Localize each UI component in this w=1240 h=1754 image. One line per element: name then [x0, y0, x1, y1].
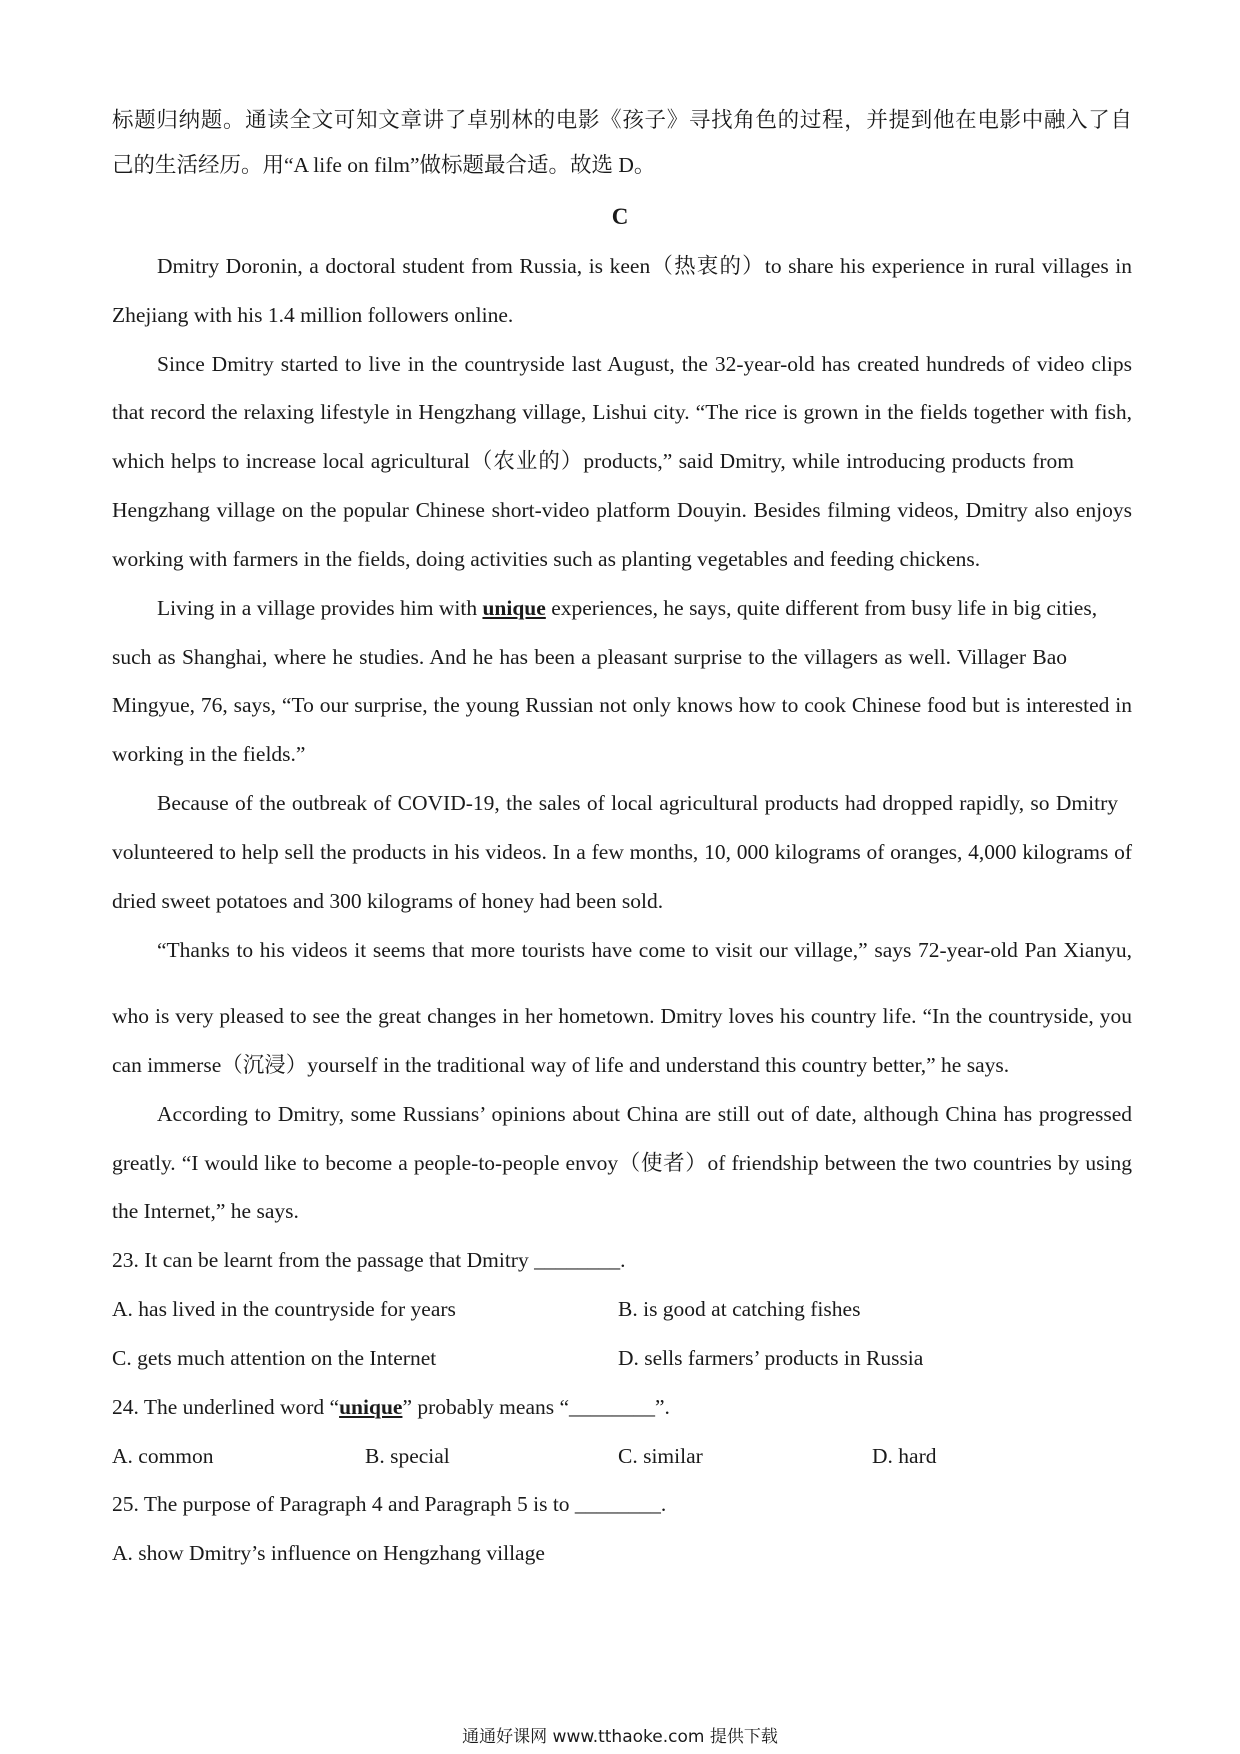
question-24-option-a: A. common	[112, 1444, 214, 1468]
question-23-option-d: D. sells farmers’ products in Russia	[618, 1346, 924, 1370]
question-24-stem	[112, 1393, 670, 1421]
question-23-option-c: C. gets much attention on the Internet	[112, 1346, 437, 1370]
question-25-stem: 25. The purpose of Paragraph 4 and Paragraph 5 is to ________.	[112, 1492, 667, 1516]
paragraph-2-line-5: working with farmers in the fields, doing activities such as planting vegetables and feeding chickens.	[112, 547, 981, 571]
paragraph-1-line-1: Dmitry Doronin, a doctoral student from Russia, is keen（热衷的）to share his experience in rural villages in	[157, 254, 1132, 278]
paragraph-3-text-b: experiences, he says, quite different from busy life in big cities,	[545, 596, 1098, 620]
question-23-option-a: A. has lived in the countryside for years	[112, 1297, 456, 1321]
paragraph-6-line-2: greatly. “I would like to become a people-to-people envoy（使者）of friendship between the two countries by using	[112, 1151, 1132, 1175]
paragraph-5-line-2: who is very pleased to see the great changes in her hometown. Dmitry loves his country life. “In the countryside, you	[112, 1004, 1132, 1028]
paragraph-4-line-2: volunteered to help sell the products in his videos. In a few months, 10, 000 kilograms of oranges, 4,000 kilograms of	[112, 840, 1132, 864]
paragraph-2-line-4: Hengzhang village on the popular Chinese short-video platform Douyin. Besides filming videos, Dmitry also enjoys	[112, 498, 1132, 522]
intro-line-2: 己的生活经历。用“A life on film”做标题最合适。故选 D。	[112, 153, 656, 177]
paragraph-1-line-2: Zhejiang with his 1.4 million followers online.	[112, 303, 514, 327]
question-24-option-c: C. similar	[618, 1444, 703, 1468]
question-24-stem-b: ” probably means “________”.	[402, 1395, 670, 1419]
paragraph-6-line-1: According to Dmitry, some Russians’ opinions about China are still out of date, although China has progressed	[157, 1102, 1132, 1126]
question-23-option-b: B. is good at catching fishes	[618, 1297, 861, 1321]
paragraph-4-line-1: Because of the outbreak of COVID-19, the sales of local agricultural products had dropped rapidly, so Dmitry	[157, 791, 1118, 815]
underlined-word-unique: unique	[482, 596, 546, 620]
question-25-option-a: A. show Dmitry’s influence on Hengzhang village	[112, 1541, 545, 1565]
page-footer: 通通好课网 www.tthaoke.com 提供下载	[462, 1727, 778, 1747]
question-24-option-d: D. hard	[872, 1444, 937, 1468]
paragraph-5-line-3: can immerse（沉浸）yourself in the traditional way of life and understand this country better,” he says.	[112, 1053, 1010, 1077]
paragraph-3-line-2: such as Shanghai, where he studies. And he has been a pleasant surprise to the villagers as well. Villager Bao	[112, 645, 1067, 669]
question-24-stem-a: 24. The underlined word “	[112, 1395, 340, 1419]
intro-line-1: 标题归纳题。通读全文可知文章讲了卓别林的电影《孩子》寻找角色的过程，并提到他在电影中融入了自	[112, 108, 1132, 132]
paragraph-6-line-3: the Internet,” he says.	[112, 1199, 299, 1223]
paragraph-2-line-2: that record the relaxing lifestyle in Hengzhang village, Lishui city. “The rice is grown in the fields together with fish,	[112, 400, 1132, 424]
paragraph-2-line-1: Since Dmitry started to live in the countryside last August, the 32-year-old has created hundreds of video clips	[157, 352, 1132, 376]
question-24-underlined-word: unique	[339, 1395, 403, 1419]
question-24-option-b: B. special	[365, 1444, 450, 1468]
paragraph-4-line-3: dried sweet potatoes and 300 kilograms of honey had been sold.	[112, 889, 664, 913]
paragraph-3-line-4: working in the fields.”	[112, 742, 306, 766]
paragraph-3-line-1	[157, 594, 1132, 622]
paragraph-3-text-a: Living in a village provides him with	[157, 596, 483, 620]
paragraph-2-line-3: which helps to increase local agricultural（农业的）products,” said Dmitry, while introducing products from	[112, 449, 1074, 473]
question-23-stem: 23. It can be learnt from the passage that Dmitry ________.	[112, 1248, 626, 1272]
paragraph-5-line-1: “Thanks to his videos it seems that more tourists have come to visit our village,” says 72-year-old Pan Xianyu,	[157, 938, 1132, 962]
paragraph-3-line-3: Mingyue, 76, says, “To our surprise, the young Russian not only knows how to cook Chinese food but is interested in	[112, 693, 1132, 717]
section-heading: C	[611, 204, 629, 229]
